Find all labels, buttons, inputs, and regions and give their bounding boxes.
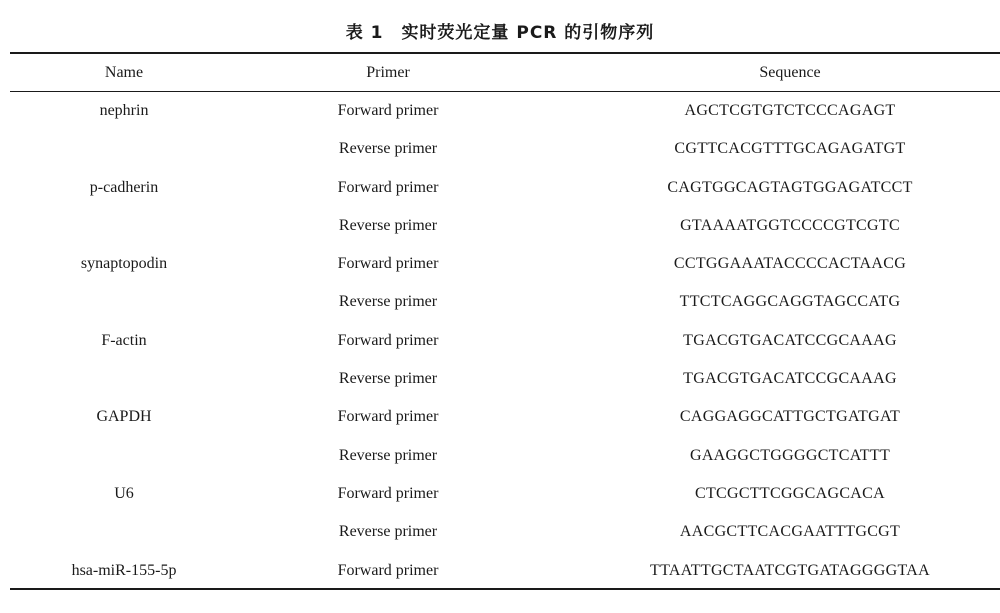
gene-name: p-cadherin — [89, 178, 159, 196]
table-row — [0, 169, 1000, 207]
primer-sequence: TGACGTGACATCCGCAAAG — [683, 331, 897, 349]
primer-sequence: GTAAAATGGTCCCCGTCGTC — [680, 216, 900, 234]
primer-sequence: CGTTCACGTTTGCAGAGATGT — [674, 140, 906, 158]
primer-direction: Forward primer — [337, 178, 439, 196]
primer-direction: Reverse primer — [338, 293, 438, 311]
table-row — [0, 437, 1000, 475]
primer-sequence: TTCTCAGGCAGGTAGCCATG — [679, 293, 901, 311]
table-row — [0, 552, 1000, 590]
gene-name: GAPDH — [96, 408, 152, 426]
table-body — [0, 92, 1000, 590]
gene-name: F-actin — [101, 331, 147, 349]
table-caption — [0, 18, 1000, 43]
table-row — [0, 360, 1000, 398]
bottom-rule — [10, 588, 1000, 590]
primer-direction: Forward primer — [337, 484, 439, 502]
primer-sequence: CCTGGAAATACCCCACTAACG — [673, 255, 907, 273]
primer-direction: Reverse primer — [338, 140, 438, 158]
table-row — [0, 398, 1000, 436]
gene-name: U6 — [114, 484, 134, 502]
table-row — [0, 283, 1000, 321]
gene-name: nephrin — [99, 102, 149, 119]
gene-name: synaptopodin — [80, 255, 168, 273]
primer-sequence: TTAATTGCTAATCGTGATAGGGGTAA — [650, 561, 930, 579]
primer-direction: Reverse primer — [338, 523, 438, 541]
table-row — [0, 322, 1000, 360]
header-primer: Primer — [366, 64, 410, 81]
table-row — [0, 207, 1000, 245]
primer-sequence: CAGTGGCAGTAGTGGAGATCCT — [667, 178, 913, 196]
table-row — [0, 92, 1000, 130]
primer-sequence: GAAGGCTGGGGCTCATTT — [689, 446, 891, 464]
primer-sequence: CTCGCTTCGGCAGCACA — [694, 484, 885, 502]
primer-sequence: CAGGAGGCATTGCTGATGAT — [679, 408, 901, 426]
primer-direction: Forward primer — [337, 331, 439, 349]
primer-sequence: TGACGTGACATCCGCAAAG — [683, 370, 897, 388]
primer-sequence: AACGCTTCACGAATTTGCGT — [679, 523, 901, 541]
primer-direction: Forward primer — [337, 255, 439, 273]
primer-direction: Reverse primer — [338, 446, 438, 464]
gene-name: hsa-miR-155-5p — [71, 561, 177, 579]
primer-direction: Reverse primer — [338, 370, 438, 388]
primer-direction: Forward primer — [337, 408, 439, 426]
table-row — [0, 130, 1000, 168]
header-name: Name — [104, 64, 144, 81]
table-header — [0, 54, 1000, 91]
table-row — [0, 245, 1000, 283]
header-sequence: Sequence — [759, 64, 821, 81]
table-row — [0, 475, 1000, 513]
primer-direction: Reverse primer — [338, 216, 438, 234]
table-title: 实时荧光定量 PCR 的引物序列 — [401, 23, 655, 43]
primer-direction: Forward primer — [337, 102, 439, 119]
table-row — [0, 513, 1000, 551]
table-number: 表 1 — [345, 23, 384, 43]
primer-direction: Forward primer — [337, 561, 439, 579]
primer-sequence: AGCTCGTGTCTCCCAGAGT — [684, 102, 896, 119]
